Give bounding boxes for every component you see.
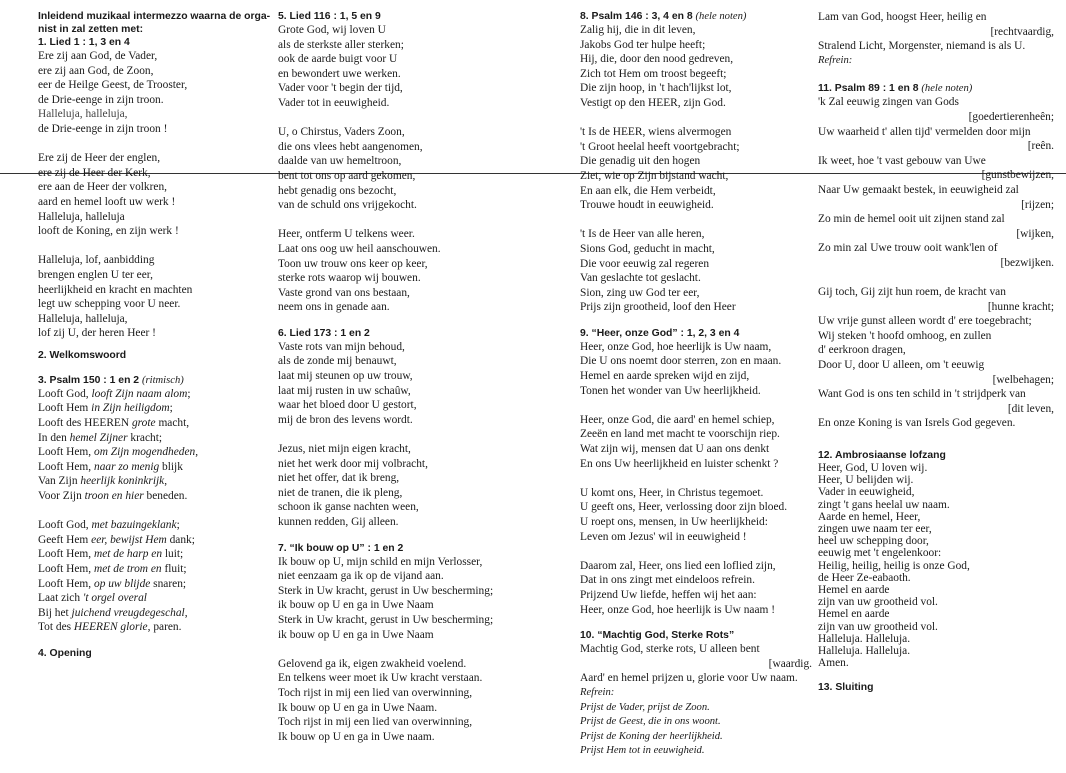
psalm-150-stanza-1 xyxy=(38,387,274,504)
lyric-line-wrap: [waardig. xyxy=(768,657,812,670)
lyric-line: Ik weet, hoe 't vast gebouw van Uwe xyxy=(818,154,986,167)
lyric-line: Zalig hij, die in dit leven, xyxy=(580,24,696,36)
lyric-line: 't Groot heelal heeft voortgebracht; xyxy=(580,140,740,153)
lyric-line: Hemel en aarde xyxy=(818,608,890,621)
lyric-line: die ons vlees hebt aangenomen, xyxy=(278,140,423,153)
lyric-line: Gelovend ga ik, eigen zwakheid voelend. xyxy=(278,657,467,670)
lyric-line: van de schuld ons vrijgekocht. xyxy=(278,199,417,212)
lyric-line: Sion, zing uw God ter eer, xyxy=(580,286,700,299)
ik-bouw-op-u-heading: 7. “Ik bouw op U” : 1 en 2 xyxy=(278,542,404,554)
stanza xyxy=(278,227,558,315)
lyric-line: Amen. xyxy=(818,657,849,670)
lyric-line: Halleluja. Halleluja. xyxy=(818,632,911,645)
lyric-line: niet de tranen, die ik pleng, xyxy=(278,486,403,499)
lyric-line: ik bouw op U en ga in Uwe Naam xyxy=(278,628,434,641)
lyric-line xyxy=(38,562,274,577)
text: , xyxy=(195,446,199,459)
lyric-line: Leven om Jezus' wil in eeuwigheid ! xyxy=(580,530,747,543)
text: Looft Hem, xyxy=(38,460,94,473)
text: Bij het xyxy=(38,606,72,619)
lyric-line: sterke rots waarop wij bouwen. xyxy=(278,272,421,285)
heading-text: 3. Psalm 150 : 1 en 2 xyxy=(38,374,140,386)
italic-text: heerlijk koninkrijk xyxy=(80,475,165,488)
text: ; xyxy=(169,402,173,415)
refrain-line: Prijst de Koning der heerlijkheid. xyxy=(580,730,723,742)
psalm-89-stanza-2 xyxy=(818,285,1058,431)
lyric-line: Uw vrije gunst alleen wordt d' ere toegebracht; xyxy=(818,315,1032,328)
lyric-line: laat mij rusten in uw schaûw, xyxy=(278,384,411,397)
text: ; xyxy=(187,387,191,400)
text: Looft Hem, xyxy=(38,577,94,590)
lyric-line: heerlijkheid en kracht en machten xyxy=(38,283,193,296)
lyric-line: U komt ons, Heer, in Christus tegemoet. xyxy=(580,486,764,499)
text: ; xyxy=(176,519,180,532)
text: Geeft Hem xyxy=(38,533,92,546)
lyric-line: Heilig, heilig, heilig is onze God, xyxy=(818,559,970,572)
lyric-line: Aard' en hemel prijzen u, glorie voor Uw naam. xyxy=(580,672,798,685)
lyric-line xyxy=(38,416,274,431)
italic-text: troon en hier xyxy=(84,490,144,503)
text: kracht; xyxy=(127,431,163,444)
lyric-line: eeuwig met 't engelenkoor: xyxy=(818,547,942,560)
text: , xyxy=(184,606,188,619)
stanza xyxy=(38,151,274,239)
lyric-line: Die U ons noemt door sterren, zon en maan. xyxy=(580,355,782,368)
lyric-line: Halleluja, halleluja, xyxy=(38,108,128,121)
lyric-line: ere aan de Heer der volkren, xyxy=(38,181,168,194)
lyric-line: d' eerkroon dragen, xyxy=(818,344,906,357)
lyric-line: Hemel en aarde spreken wijd en zijd, xyxy=(580,370,750,383)
stanza xyxy=(580,125,816,213)
stanza xyxy=(278,657,558,745)
lyric-line: als de sterkste aller sterken; xyxy=(278,38,404,51)
italic-text: grote xyxy=(131,417,156,430)
italic-text: naar zo menig xyxy=(94,460,160,473)
heading-text: 8. Psalm 146 : 3, 4 en 8 xyxy=(580,11,693,22)
lied-116-heading: 5. Lied 116 : 1, 5 en 9 xyxy=(278,11,381,22)
lyric-line xyxy=(38,489,274,504)
lyric-line: Vaste grond van ons bestaan, xyxy=(278,286,410,299)
lyric-line xyxy=(38,431,274,446)
psalm-89-heading xyxy=(818,82,1058,95)
text: Looft Hem, xyxy=(38,446,94,459)
lyric-line: Naar Uw gemaakt bestek, in eeuwigheid zal xyxy=(818,183,1019,196)
lyric-line: Toch rijst in mij een lied van overwinning, xyxy=(278,716,473,729)
italic-text: hemel Zijner xyxy=(69,431,128,444)
lyric-line: Heer, onze God, hoe heerlijk is Uw naam ! xyxy=(580,603,776,616)
text: In den xyxy=(38,431,70,444)
text: Tot des xyxy=(38,621,74,634)
stanza xyxy=(580,413,816,471)
lyric-line: ere zij de Heer der Kerk, xyxy=(38,166,151,179)
lyric-line: mij de bron des levens wordt. xyxy=(278,413,413,426)
lyric-line: Ere zij aan God, de Vader, xyxy=(38,50,158,62)
text: Looft Hem xyxy=(38,402,92,415)
stanza xyxy=(278,340,558,428)
lyric-line: de Heer Ze-eabaoth. xyxy=(818,571,911,584)
heading-note: (ritmisch) xyxy=(141,374,184,386)
lyric-line: Grote God, wij loven U xyxy=(278,24,386,36)
column-1 xyxy=(38,10,274,674)
lyric-line-wrap: [rechtvaardig, xyxy=(990,25,1054,38)
lyric-line: Die voor eeuwig zal regeren xyxy=(580,257,710,270)
heading-note: (hele noten) xyxy=(921,83,973,95)
lyric-line: Hij, die, door den nood gedreven, xyxy=(580,53,734,66)
lyric-line: ook de aarde buigt voor U xyxy=(278,53,398,66)
lyric-line: En onze Koning is van Isrels God gegeven. xyxy=(818,417,1016,430)
lyric-line: Die zijn hoop, in 't hach'lijkst lot, xyxy=(580,82,732,95)
stanza xyxy=(278,442,558,530)
lyric-line: heel uw schepping door, xyxy=(818,535,929,548)
lyric-line: zingt 't gans heelal uw naam. xyxy=(818,498,950,511)
lyric-line: Lam van God, hoogst Heer, heilig en xyxy=(818,11,987,23)
column-2 xyxy=(278,10,558,758)
intro-heading xyxy=(38,10,274,36)
stanza xyxy=(38,49,274,137)
text: Voor Zijn xyxy=(38,490,85,503)
lyric-line: 'k Zal eeuwig zingen van Gods xyxy=(818,96,959,109)
lyric-line-wrap: [bezwijken. xyxy=(1000,256,1054,269)
italic-text: HEEREN glorie xyxy=(73,621,148,634)
text: Looft Hem, xyxy=(38,563,94,575)
lyric-line: Zich tot Hem om troost begeeft; xyxy=(580,67,727,80)
lyric-line-wrap: [dit leven, xyxy=(1007,402,1054,415)
italic-text: juichend vreugdegeschal xyxy=(71,606,185,619)
lyric-line: Zeeën en land met macht te voorschijn riep. xyxy=(580,428,780,441)
lyric-line: U geeft ons, Heer, verlossing door zijn bloed. xyxy=(580,501,788,514)
lyric-line: Vader tot in eeuwigheid. xyxy=(278,96,390,109)
text: Van Zijn xyxy=(38,475,81,488)
lyric-line: En ons Uw heerlijkheid en luister schenkt ? xyxy=(580,457,779,470)
ambrosiaanse-lofzang-lyrics xyxy=(818,462,1058,669)
text: Looft des HEEREN xyxy=(38,417,132,430)
opening-heading: 4. Opening xyxy=(38,647,92,659)
lyric-line xyxy=(38,460,274,475)
lyric-line-wrap: [gunstbewijzen, xyxy=(981,169,1054,182)
lied-1-lyrics xyxy=(38,49,274,341)
lyric-line: de Drie-eenge in zijn troon ! xyxy=(38,122,168,135)
lyric-line: daalde van uw hemeltroon, xyxy=(278,155,402,168)
lyric-line: Aarde en hemel, Heer, xyxy=(818,510,921,523)
stanza xyxy=(580,559,816,617)
psalm-89-stanza-1 xyxy=(818,95,1058,270)
psalm-150-heading xyxy=(38,374,274,387)
lyric-line: Heer, God, U loven wij. xyxy=(818,462,928,475)
lied-1-heading: 1. Lied 1 : 1, 3 en 4 xyxy=(38,37,130,48)
stanza xyxy=(580,486,816,544)
lyric-line: Tonen het wonder van Uw heerlijkheid. xyxy=(580,384,761,397)
italic-text: met de trom en xyxy=(94,563,162,575)
lyric-line: Dat in ons zingt met eindeloos refrein. xyxy=(580,574,755,587)
italic-text: looft Zijn naam alom xyxy=(91,387,188,400)
lyric-line: laat mij steunen op uw trouw, xyxy=(278,370,413,383)
lyric-line: Daarom zal, Heer, ons lied een loflied zijn, xyxy=(580,559,776,572)
refrain-line: Prijst de Geest, die in ons woont. xyxy=(580,716,721,728)
lyric-line: en bewondert uwe werken. xyxy=(278,67,401,80)
column-4 xyxy=(818,10,1058,708)
lyric-line: 't Is de Heer van alle heren, xyxy=(580,228,705,241)
lyric-line: U roept ons, mensen, in Uw heerlijkheid: xyxy=(580,516,768,528)
text: , paren. xyxy=(147,621,182,634)
stanza xyxy=(38,253,274,341)
lyric-line: Halleluja. Halleluja. xyxy=(818,645,911,658)
lyric-line: Vestigt op den HEER, zijn God. xyxy=(580,96,726,109)
lyric-line: Door U, door U alleen, om 't eeuwig xyxy=(818,359,985,372)
lyric-line: Uw waarheid t' allen tijd' vermelden door mijn xyxy=(818,125,1031,138)
lyric-line-wrap: [rijzen; xyxy=(1021,198,1054,211)
lyric-line: Heer, ontferm U telkens weer. xyxy=(278,228,415,241)
lyric-line xyxy=(38,445,274,460)
lyric-line: hebt genadig ons bezocht, xyxy=(278,184,397,197)
lyric-line: Vaste rots van mijn behoud, xyxy=(278,340,405,353)
lyric-line: Ik bouw op U en ga in Uwe Naam. xyxy=(278,701,438,714)
lyric-line: niet eenzaam ga ik op de vijand aan. xyxy=(278,570,444,583)
text: snaren; xyxy=(150,577,187,590)
lyric-line xyxy=(38,401,274,416)
lyric-line: Halleluja, lof, aanbidding xyxy=(38,254,155,267)
intro-line-1: Inleidend muzikaal intermezzo waarna de orga- xyxy=(38,11,271,22)
sluiting-heading: 13. Sluiting xyxy=(818,682,874,694)
lyric-line: aard en hemel looft uw werk ! xyxy=(38,195,176,208)
text: Looft God, xyxy=(38,387,92,400)
lyric-line-wrap: [wijken, xyxy=(1016,227,1054,240)
lyric-line: Toch rijst in mij een lied van overwinning, xyxy=(278,686,473,699)
lyric-line: ik bouw op U en ga in Uwe Naam xyxy=(278,599,434,612)
lyric-line: zingen uwe naam ter eer, xyxy=(818,523,932,536)
lyric-line: eer de Heilge Geest, de Trooster, xyxy=(38,79,188,92)
refrain-label: Refrein: xyxy=(818,54,853,66)
lyric-line xyxy=(38,518,274,533)
lyric-line: als de zonde mij benauwt, xyxy=(278,355,397,368)
lyric-line: En aan elk, die Hem verbeidt, xyxy=(580,184,716,197)
lyric-line: Ere zij de Heer der englen, xyxy=(38,152,161,165)
lyric-line-wrap: [welbehagen; xyxy=(992,373,1054,386)
lyric-line: Sterk in Uw kracht, gerust in Uw bescherming; xyxy=(278,584,494,597)
lyric-line: Trouwe houdt in eeuwigheid. xyxy=(580,199,714,212)
lyric-line: Ik bouw op U, mijn schild en mijn Verlosser, xyxy=(278,555,483,568)
lyric-line xyxy=(38,620,274,635)
lyric-line: Prijs zijn grootheid, loof den Heer xyxy=(580,301,736,314)
stanza xyxy=(580,340,816,398)
text: beneden. xyxy=(143,490,188,503)
lyric-line-wrap: [goedertierenheên; xyxy=(968,110,1054,123)
lyric-line xyxy=(38,533,274,548)
lyric-line: Hemel en aarde xyxy=(818,584,890,597)
text: Looft God, xyxy=(38,519,92,532)
lyric-line: Wij steken 't hoofd omhoog, en zullen xyxy=(818,329,992,342)
lyric-line: Sterk in Uw kracht, gerust in Uw bescherming; xyxy=(278,613,494,626)
italic-text: 't orgel overal xyxy=(82,592,147,605)
text: Laat zich xyxy=(38,592,83,605)
heading-note: (hele noten) xyxy=(695,11,747,22)
stanza xyxy=(580,23,816,111)
lyric-line: Heer, onze God, hoe heerlijk is Uw naam, xyxy=(580,340,772,353)
lyric-line: Gij toch, Gij zijt hun roem, de kracht van xyxy=(818,286,1006,299)
lyric-line: ere zij aan God, de Zoon, xyxy=(38,64,154,77)
intro-line-2: nist in zal zetten met: xyxy=(38,24,144,35)
lyric-line: En telkens weer moet ik Uw kracht verstaan. xyxy=(278,672,483,685)
machtig-god-heading: 10. “Machtig God, Sterke Rots” xyxy=(580,630,735,642)
lyric-line: Jakobs God ter hulpe heeft; xyxy=(580,38,706,51)
lyric-line xyxy=(38,591,274,606)
stanza xyxy=(278,23,558,111)
lyric-line: Halleluja, halleluja xyxy=(38,210,125,223)
lyric-line: 't Is de HEER, wiens alvermogen xyxy=(580,126,732,139)
refrain-label: Refrein: xyxy=(580,686,615,698)
lyric-line xyxy=(38,474,274,489)
lyric-line: Zo min zal Uwe trouw ooit wank'len of xyxy=(818,242,998,255)
lyric-line: Die genadig uit den hogen xyxy=(580,155,701,168)
lyric-line: Van geslachte tot geslacht. xyxy=(580,272,701,285)
lyric-line: zijn van uw grootheid vol. xyxy=(818,596,938,609)
lyric-line xyxy=(38,577,274,592)
text: fluit; xyxy=(161,563,187,575)
lyric-line: legt uw schepping voor U neer. xyxy=(38,298,181,311)
text: , xyxy=(164,475,168,488)
lyric-line: lof zij U, der heren Heer ! xyxy=(38,327,156,340)
refrain-line: Prijst de Vader, prijst de Zoon. xyxy=(580,701,710,713)
italic-text: in Zijn heiligdom xyxy=(91,402,170,415)
lyric-line: Machtig God, sterke rots, U alleen bent xyxy=(580,643,760,656)
lyric-line: de Drie-eenge in zijn troon. xyxy=(38,93,164,106)
column-3 xyxy=(580,10,816,773)
lyric-line: Ziet, wie op Zijn bijstand wacht, xyxy=(580,169,729,182)
refrain-line: Prijst Hem tot in eeuwigheid. xyxy=(580,745,705,757)
text: luit; xyxy=(162,548,184,561)
lyric-line: niet het offer, dat ik breng, xyxy=(278,472,400,485)
ambrosiaanse-lofzang-heading: 12. Ambrosiaanse lofzang xyxy=(818,450,946,462)
lyric-line: kunnen redden, Gij alleen. xyxy=(278,516,399,528)
lyric-line: Wat zijn wij, mensen dat U aan ons denkt xyxy=(580,443,770,456)
lyric-line-wrap: [hunne kracht; xyxy=(987,300,1054,313)
lyric-line: zijn van uw grootheid vol. xyxy=(818,620,938,633)
lyric-line: Vader voor 't begin der tijd, xyxy=(278,82,403,95)
italic-text: met bazuingeklank xyxy=(91,519,177,532)
lyric-line: U, o Chirstus, Vaders Zoon, xyxy=(278,126,405,139)
heading-text: 11. Psalm 89 : 1 en 8 xyxy=(818,83,919,95)
lyric-line xyxy=(38,606,274,621)
lyric-line: looft de Koning, en zijn werk ! xyxy=(38,225,179,238)
lyric-line: Stralend Licht, Morgenster, niemand is als U. xyxy=(818,40,1026,53)
stanza xyxy=(278,555,558,643)
text: dank; xyxy=(166,533,195,546)
lyric-line-wrap: [reên. xyxy=(1027,140,1054,153)
lyric-line: Want God is ons ten schild in 't strijdperk van xyxy=(818,388,1026,401)
lyric-line xyxy=(38,387,274,402)
lyric-line: Prijzend Uw liefde, heffen wij het aan: xyxy=(580,588,757,601)
lyric-line: Vader in eeuwigheid, xyxy=(818,486,915,499)
psalm-150-stanza-2 xyxy=(38,518,274,635)
lyric-line: Zo min de hemel ooit uit zijnen stand zal xyxy=(818,213,1005,226)
italic-text: eer, bewijst Hem xyxy=(91,533,167,546)
lied-173-heading: 6. Lied 173 : 1 en 2 xyxy=(278,327,370,339)
text: macht, xyxy=(155,417,190,430)
lyric-line: Halleluja, halleluja, xyxy=(38,312,128,325)
lyric-line: niet het werk door mij volbracht, xyxy=(278,457,428,470)
lyric-line: Heer, onze God, die aard' en hemel schiep, xyxy=(580,413,775,426)
psalm-146-heading xyxy=(580,10,816,23)
heer-onze-god-heading: 9. “Heer, onze God” : 1, 2, 3 en 4 xyxy=(580,327,740,339)
lyric-line: bent tot ons op aard gekomen, xyxy=(278,169,416,182)
text: Looft Hem, xyxy=(38,548,94,561)
lyric-line: waar het bloed door U gestort, xyxy=(278,399,417,412)
lyric-line: Heer, U belijden wij. xyxy=(818,474,914,487)
lyric-line: Laat ons oog uw heil aanschouwen. xyxy=(278,242,441,255)
italic-text: op uw blijde xyxy=(94,577,151,590)
stanza xyxy=(278,125,558,213)
lyric-line: Toon uw trouw ons keer op keer, xyxy=(278,257,428,270)
lyric-line: Ik bouw op U en ga in Uwe naam. xyxy=(278,730,435,743)
stanza xyxy=(580,227,816,315)
italic-text: om Zijn mogendheden xyxy=(94,446,196,459)
lyric-line: brengen englen U ter eer, xyxy=(38,268,153,281)
welkom-heading: 2. Welkomswoord xyxy=(38,349,127,361)
text: blijk xyxy=(159,460,183,473)
italic-text: met de harp en xyxy=(94,548,163,561)
lyric-line: Jezus, niet mijn eigen kracht, xyxy=(278,443,411,456)
lyric-line xyxy=(38,547,274,562)
lyric-line: schoon ik ganse nachten ween, xyxy=(278,501,419,514)
lyric-line: Sions God, geducht in macht, xyxy=(580,242,715,255)
lyric-line: neem ons in genade aan. xyxy=(278,301,390,314)
